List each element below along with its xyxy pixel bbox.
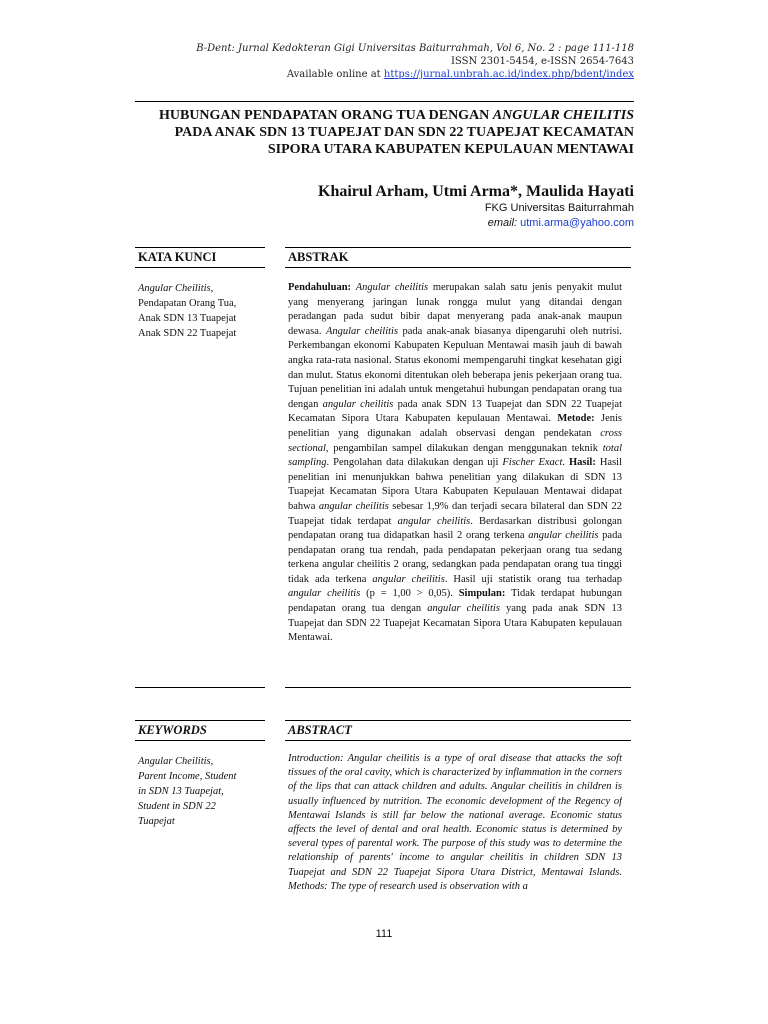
abstrak-text-run: pada anak-anak biasanya dipengaruhi oleh nutrisi. Perkembangan ekonomi Kabupaten Kepuluan Mentawai masih jauh di bawah angka rata-rata nasional. Status ekonomi mempengaruhi tingkat kesehatan gigi dan mulut. Status ekonomi ditentukan oleh beberapa jenis pekerjaan orang tua. Tujuan penelitian ini adalah untuk mengetahui hubungan pendapatan orang tua dengan: [288, 325, 622, 410]
abstrak-text-run: pada anak SDN 13 Tuapejat dan SDN 22 Tuapejat Kecamatan Sipora Utara Kabupaten kepulauan Mentawai.: [288, 398, 623, 425]
abstrak-text-run: Angular cheilitis: [325, 325, 399, 337]
abstract-heading-rule: [285, 740, 631, 741]
abstrak-text-run: cross sectional: [288, 427, 622, 454]
affiliation: FKG Universitas Baiturrahmah: [484, 202, 634, 214]
abstrak-text-run: yang pada anak SDN 13 Tuapejat dan SDN 22 Tuapejat Kecamatan Sipora Utara Kabupaten kepulauan Mentawai.: [288, 603, 622, 644]
available-online-line: [287, 68, 634, 81]
abstrak-text-run: . Hasil uji statistik orang tua terhadap: [444, 573, 622, 585]
keywords-heading-rule: [135, 740, 265, 741]
abstrak-heading: ABSTRAK: [288, 250, 349, 264]
abstrak-text-run: Angular cheilitis: [355, 282, 429, 293]
keywords-heading: KEYWORDS: [138, 723, 207, 737]
kata-kunci-item: Anak SDN 13 Tuapejat: [138, 313, 237, 324]
abstrak-top-rule: [285, 247, 631, 248]
abstrak-text-run: .: [562, 457, 569, 469]
abstrak-section-label: Metode:: [557, 413, 595, 425]
abstrak-section-label: Hasil:: [569, 457, 596, 469]
issn-line: ISSN 2301-5454, e-ISSN 2654-7643: [450, 56, 634, 67]
kata-kunci-item: Pendapatan Orang Tua,: [138, 298, 237, 309]
abstrak-text-run: Jenis penelitian yang digunakan adalah observasi dengan pendekatan: [288, 413, 622, 439]
abstrak-text-run: . Berdasarkan distribusi golongan pendapatan orang tua didapatkan hasil 2 orang terkena: [288, 515, 623, 542]
abstract-body: Introduction: Angular cheilitis is a type of oral disease that attacks the soft tissues of the oral cavity, which is characterized by inflammation in the corners of the lips that can attack children and adults. Angular cheilitis in children is usually influenced by nutrition. The economic development of the Regency of Mentawai Islands is still far below the national average. Economic status affects the level of dental and oral health. Economic status is determined by several types of parental work. The purpose of this study was to determine the relationship of parents' income to angular cheilitis in children SDN 13 Tuapejat and SDN 22 Tuapejat Sipora Utara District, Mentawai Islands. Methods: The type of research used is observation with a: [288, 753, 622, 892]
kata-kunci-list: [138, 281, 266, 341]
abstrak-text-run: , pengambilan sampel dilakukan dengan menggunakan teknik: [325, 442, 603, 454]
keyword-item: Student in SDN 22: [138, 801, 216, 812]
abstrak-text-run: pada pendapatan orang tua rendah, pada pendapatan pekerjaan orang tua sedang terkena angular cheilitis 2 orang, sedangkan pada pendapatan orang tua tinggi tidak ada terkena: [288, 530, 622, 585]
abstrak-section-label: Simpulan:: [458, 588, 506, 600]
keywords-top-rule: [135, 720, 265, 721]
abstrak-heading-rule: [285, 267, 631, 268]
abstract-top-rule: [285, 720, 631, 721]
keyword-item: Angular Cheilitis,: [138, 756, 214, 767]
page-number: 111: [375, 928, 393, 940]
kata-kunci-bottom-rule: [135, 687, 265, 688]
journal-url-link[interactable]: https://jurnal.unbrah.ac.id/index.php/bdent/index: [383, 69, 634, 80]
keyword-item: Parent Income, Student: [138, 771, 237, 782]
abstrak-text-run: angular cheilitis: [322, 398, 394, 410]
email-address-link[interactable]: utmi.arma@yahoo.com: [520, 217, 634, 229]
kata-kunci-item: Angular Cheilitis,: [138, 283, 214, 294]
title-part-italic: ANGULAR CHEILITIS: [492, 108, 634, 123]
keyword-item: Tuapejat: [138, 816, 175, 827]
keywords-list: [138, 754, 266, 829]
abstrak-text-run: Tidak terdapat hubungan pendapatan orang tua dengan: [288, 588, 623, 615]
kata-kunci-top-rule: [135, 247, 265, 248]
kata-kunci-item: Anak SDN 22 Tuapejat: [138, 328, 237, 339]
authors: Khairul Arham, Utmi Arma*, Maulida Hayati: [318, 183, 634, 200]
kata-kunci-heading: KATA KUNCI: [138, 250, 217, 264]
email-line: [488, 217, 634, 229]
title-top-rule: [135, 101, 634, 102]
abstrak-text-run: angular cheilitis: [427, 603, 500, 615]
available-label: Available online at: [286, 69, 384, 80]
abstrak-body: [288, 281, 622, 646]
abstrak-text-run: angular cheilitis: [397, 515, 471, 527]
abstrak-text-run: (p = 1,00 > 0,05).: [360, 588, 459, 600]
title-part-3: PADA ANAK SDN 13 TUAPEJAT DAN SDN 22 TUAPEJAT KECAMATAN SIPORA UTARA KABUPATEN KEPULAUAN MENTAWAI: [174, 125, 634, 157]
abstrak-text-run: Hasil penelitian ini menunjukkan bahwa penelitian yang dilakukan di SDN 13 Tuapejat Kecamatan Sipora Utara Kabupaten Kepulauan Mentawai didapat bahwa: [288, 457, 623, 512]
abstrak-text-run: angular cheilitis: [372, 573, 445, 585]
abstrak-text-run: total sampling: [288, 442, 622, 469]
abstrak-text-run: sebesar 1,9% dan terjadi secara bilateral dan SDN 22 Tuapejat tidak terdapat: [288, 500, 623, 527]
journal-citation: B-Dent: Jurnal Kedokteran Gigi Universitas Baiturrahmah, Vol 6, No. 2 : page 111-118: [196, 43, 634, 54]
abstract-heading: ABSTRACT: [288, 723, 352, 737]
abstrak-text-run: angular cheilitis: [318, 500, 389, 512]
article-title: [135, 107, 634, 158]
abstrak-bottom-rule: [285, 687, 631, 688]
abstrak-text-run: Fischer Exact: [502, 457, 563, 469]
abstrak-text-run: angular cheilitis: [528, 530, 599, 542]
kata-kunci-heading-rule: [135, 267, 265, 268]
abstrak-section-label: Pendahuluan:: [288, 282, 352, 293]
keyword-item: in SDN 13 Tuapejat,: [138, 786, 224, 797]
abstrak-text-run: merupakan salah satu jenis penyakit mulut yang menyerang jaringan lunak rongga mulut yang ditandai dengan peradangan pada sudut bibir dapat menyerang pada anak-anak maupun dewasa.: [288, 282, 622, 337]
title-part-1: HUBUNGAN PENDAPATAN ORANG TUA DENGAN: [158, 108, 493, 123]
abstrak-text-run: angular cheilitis: [288, 588, 361, 600]
email-label: email:: [487, 217, 521, 229]
abstrak-text-run: . Pengolahan data dilakukan dengan uji: [326, 457, 503, 469]
